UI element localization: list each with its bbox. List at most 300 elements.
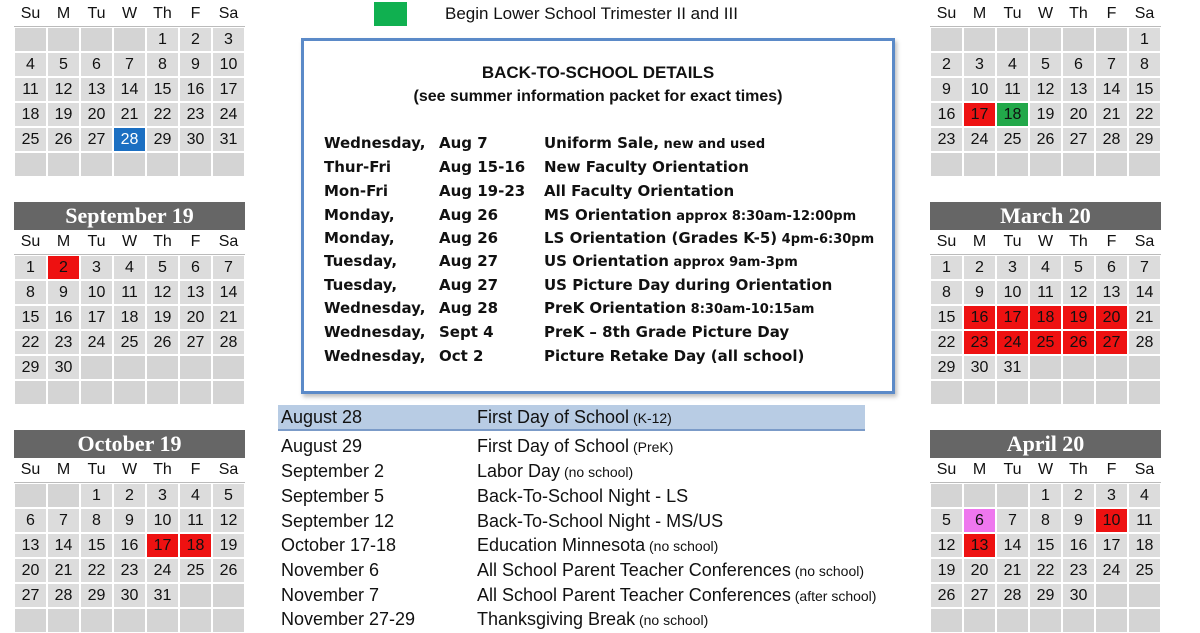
- calendar-week: [930, 52, 1161, 77]
- calendar-day: 24: [963, 127, 996, 152]
- calendar-day: 18: [996, 102, 1029, 127]
- calendar-week: [14, 255, 245, 280]
- event-note: (PreK): [629, 439, 674, 455]
- calendar-week: [14, 608, 245, 633]
- event-date: September 2: [281, 461, 385, 481]
- calendar-week: [930, 355, 1161, 380]
- calendar-day: 6: [179, 255, 212, 280]
- calendar-day: [113, 355, 146, 380]
- event-name-text: First Day of School: [477, 436, 630, 456]
- calendar-day: 18: [179, 533, 212, 558]
- day-of-week-header: [930, 230, 1161, 255]
- calendar-day: 26: [212, 558, 245, 583]
- calendar-day: [930, 380, 963, 405]
- calendar-day: 21: [113, 102, 146, 127]
- detail-event: [544, 323, 789, 341]
- calendar-day: 5: [47, 52, 80, 77]
- calendar-title: September 19: [14, 202, 245, 230]
- detail-event: [544, 206, 856, 224]
- calendar-week: [930, 583, 1161, 608]
- calendar-day: 25: [179, 558, 212, 583]
- event-row: [278, 434, 918, 458]
- detail-event-text: MS Orientation: [544, 206, 672, 224]
- calendar-week: [930, 102, 1161, 127]
- calendar-day: 27: [80, 127, 113, 152]
- calendar-day: [80, 355, 113, 380]
- event-name-text: All School Parent Teacher Conferences: [477, 560, 791, 580]
- event-name-text: Back-To-School Night - MS/US: [477, 511, 724, 531]
- calendar-title: October 19: [14, 430, 245, 458]
- calendar-day: [179, 380, 212, 405]
- calendar-day: [1095, 355, 1128, 380]
- event-note: (after school): [790, 588, 877, 604]
- day-of-week-label: Th: [1062, 2, 1095, 27]
- calendar-day: 4: [996, 52, 1029, 77]
- calendar-day: [963, 27, 996, 52]
- calendar-week: [930, 127, 1161, 152]
- calendar-day: 20: [1062, 102, 1095, 127]
- detail-row: [324, 299, 884, 321]
- calendar-day: 18: [1128, 533, 1161, 558]
- calendar-day: [113, 27, 146, 52]
- event-name: [477, 535, 718, 556]
- day-of-week-header: [14, 458, 245, 483]
- day-of-week-label: Th: [146, 2, 179, 27]
- event-name: [477, 560, 864, 581]
- calendar-day: [212, 355, 245, 380]
- calendar-day: 22: [930, 330, 963, 355]
- calendar-day: 7: [1095, 52, 1128, 77]
- calendar-day: 17: [80, 305, 113, 330]
- calendar-day: [930, 608, 963, 633]
- calendar-day: [996, 483, 1029, 508]
- detail-event-text: Uniform Sale,: [544, 134, 660, 152]
- day-of-week-label: W: [1029, 2, 1062, 27]
- calendar-day: [80, 27, 113, 52]
- calendar-week: [14, 77, 245, 102]
- calendar-day: [1062, 27, 1095, 52]
- calendar-day: 26: [1029, 127, 1062, 152]
- calendar-day: 14: [47, 533, 80, 558]
- calendar-day: 9: [47, 280, 80, 305]
- calendar-title: April 20: [930, 430, 1161, 458]
- calendar-day: 31: [146, 583, 179, 608]
- calendar-day: 1: [930, 255, 963, 280]
- calendar-day: 7: [113, 52, 146, 77]
- event-date: September 12: [281, 511, 395, 531]
- calendar-day: 14: [1128, 280, 1161, 305]
- calendar-day: 7: [212, 255, 245, 280]
- day-of-week-label: W: [113, 458, 146, 483]
- calendar-day: 28: [1095, 127, 1128, 152]
- calendar-day: 15: [80, 533, 113, 558]
- calendar-august: [14, 2, 245, 177]
- calendar-day: 19: [47, 102, 80, 127]
- detail-event-text: Picture Retake Day (all school): [544, 347, 805, 365]
- detail-day: Tuesday,: [324, 276, 398, 294]
- event-note: (no school): [645, 538, 719, 554]
- calendar-week: [930, 255, 1161, 280]
- day-of-week-label: F: [179, 2, 212, 27]
- event-row: [278, 405, 865, 431]
- detail-date: Aug 28: [439, 299, 499, 317]
- calendar-day: 1: [80, 483, 113, 508]
- detail-date: Aug 27: [439, 276, 499, 294]
- calendar-day: 21: [212, 305, 245, 330]
- calendar-week: [14, 558, 245, 583]
- event-name: [477, 461, 633, 482]
- calendar-day: 30: [1062, 583, 1095, 608]
- calendar-february: [930, 2, 1161, 177]
- calendar-day: [146, 608, 179, 633]
- calendar-day: 29: [146, 127, 179, 152]
- calendar-week: [930, 533, 1161, 558]
- event-date: November 27-29: [281, 609, 416, 629]
- event-name: [477, 436, 673, 457]
- calendar-day: 16: [179, 77, 212, 102]
- day-of-week-label: Tu: [996, 458, 1029, 483]
- calendar-day: 8: [80, 508, 113, 533]
- event-row: [278, 558, 918, 582]
- calendar-day: [14, 483, 47, 508]
- calendar-day: 14: [113, 77, 146, 102]
- calendar-day: [996, 380, 1029, 405]
- calendar-day: [80, 152, 113, 177]
- calendar-day: [80, 380, 113, 405]
- legend: [374, 2, 738, 26]
- calendar-day: 23: [113, 558, 146, 583]
- calendar-day: 3: [963, 52, 996, 77]
- calendar-week: [14, 127, 245, 152]
- calendar-day: 8: [146, 52, 179, 77]
- event-name: [477, 407, 672, 428]
- day-of-week-label: Su: [14, 230, 47, 255]
- event-name: [477, 486, 688, 507]
- detail-row: [324, 347, 884, 369]
- calendar-day: 16: [930, 102, 963, 127]
- detail-day: Tuesday,: [324, 252, 398, 270]
- calendar-day: [47, 27, 80, 52]
- calendar-day: 2: [1062, 483, 1095, 508]
- event-note: (no school): [635, 612, 709, 628]
- calendar-day: [1128, 608, 1161, 633]
- calendar-day: 6: [963, 508, 996, 533]
- detail-row: [324, 276, 884, 298]
- calendar-day: 4: [113, 255, 146, 280]
- legend-text: Begin Lower School Trimester II and III: [445, 4, 738, 23]
- event-date: September 5: [281, 486, 385, 506]
- calendar-day: [212, 583, 245, 608]
- event-name-text: All School Parent Teacher Conferences: [477, 585, 791, 605]
- calendar-day: 26: [47, 127, 80, 152]
- day-of-week-label: F: [1095, 230, 1128, 255]
- detail-day: Wednesday,: [324, 347, 426, 365]
- detail-event-text: LS Orientation (Grades K-5): [544, 229, 778, 247]
- calendar-day: 20: [1095, 305, 1128, 330]
- calendar-day: 13: [14, 533, 47, 558]
- calendar-day: [1029, 608, 1062, 633]
- event-note: (no school): [790, 563, 865, 579]
- calendar-week: [930, 27, 1161, 52]
- calendar-week: [930, 483, 1161, 508]
- calendar-day: 7: [1128, 255, 1161, 280]
- day-of-week-header: [930, 2, 1161, 27]
- calendar-day: [963, 152, 996, 177]
- day-of-week-header: [14, 2, 245, 27]
- calendar-day: 22: [1029, 558, 1062, 583]
- calendar-day: 1: [146, 27, 179, 52]
- detail-date: Aug 15-16: [439, 158, 526, 176]
- calendar-day: 23: [963, 330, 996, 355]
- calendar-day: [1062, 608, 1095, 633]
- calendar-october: [14, 430, 245, 633]
- calendar-week: [14, 380, 245, 405]
- calendar-day: 21: [1128, 305, 1161, 330]
- calendar-september: [14, 202, 245, 405]
- calendar-day: [179, 608, 212, 633]
- calendar-day: 28: [47, 583, 80, 608]
- calendar-day: 22: [14, 330, 47, 355]
- calendar-day: 6: [80, 52, 113, 77]
- calendar-day: 11: [14, 77, 47, 102]
- calendar-day: 23: [930, 127, 963, 152]
- calendar-day: 24: [146, 558, 179, 583]
- calendar-day: 25: [14, 127, 47, 152]
- details-title: BACK-TO-SCHOOL DETAILS: [481, 63, 715, 82]
- calendar-day: [1062, 355, 1095, 380]
- calendar-day: [996, 152, 1029, 177]
- day-of-week-label: Tu: [80, 458, 113, 483]
- calendar-day: 5: [1062, 255, 1095, 280]
- calendar-day: [14, 380, 47, 405]
- day-of-week-label: F: [1095, 458, 1128, 483]
- detail-date: Sept 4: [439, 323, 494, 341]
- detail-day: Thur-Fri: [324, 158, 392, 176]
- day-of-week-label: M: [47, 458, 80, 483]
- detail-event-text: PreK – 8th Grade Picture Day: [544, 323, 790, 341]
- calendar-day: 26: [930, 583, 963, 608]
- calendar-day: [47, 608, 80, 633]
- calendar-day: [1095, 608, 1128, 633]
- calendar-day: 25: [1128, 558, 1161, 583]
- calendar-day: 12: [1029, 77, 1062, 102]
- calendar-day: [1062, 152, 1095, 177]
- calendar-day: [930, 27, 963, 52]
- calendar-week: [14, 533, 245, 558]
- calendar-day: [212, 152, 245, 177]
- calendar-day: 12: [930, 533, 963, 558]
- detail-day: Monday,: [324, 206, 395, 224]
- calendar-day: 10: [1095, 508, 1128, 533]
- day-of-week-header: [930, 458, 1161, 483]
- calendar-day: 29: [930, 355, 963, 380]
- detail-event: [544, 299, 814, 317]
- day-of-week-label: F: [179, 230, 212, 255]
- calendar-day: 2: [113, 483, 146, 508]
- day-of-week-label: Th: [146, 458, 179, 483]
- calendar-week: [930, 77, 1161, 102]
- calendar-day: 20: [179, 305, 212, 330]
- day-of-week-label: Su: [14, 458, 47, 483]
- calendar-day: 16: [1062, 533, 1095, 558]
- calendar-week: [14, 355, 245, 380]
- calendar-day: [212, 380, 245, 405]
- calendar-day: 4: [14, 52, 47, 77]
- event-name-text: Back-To-School Night - LS: [477, 486, 689, 506]
- calendar-day: 17: [1095, 533, 1128, 558]
- day-of-week-label: Sa: [212, 458, 245, 483]
- event-date: November 6: [281, 560, 380, 580]
- calendar-day: 21: [1095, 102, 1128, 127]
- detail-row: [324, 134, 884, 156]
- calendar-day: [1029, 152, 1062, 177]
- calendar-day: [146, 152, 179, 177]
- calendar-day: 24: [996, 330, 1029, 355]
- calendar-day: [179, 355, 212, 380]
- calendar-day: 10: [963, 77, 996, 102]
- event-row: [278, 459, 918, 483]
- calendar-day: 3: [80, 255, 113, 280]
- calendar-day: 25: [113, 330, 146, 355]
- calendar-week: [930, 305, 1161, 330]
- calendar-day: 13: [179, 280, 212, 305]
- legend-swatch: [374, 2, 407, 26]
- calendar-day: [47, 380, 80, 405]
- day-of-week-label: Sa: [212, 230, 245, 255]
- calendar-day: 22: [1128, 102, 1161, 127]
- calendar-day: 18: [1029, 305, 1062, 330]
- calendar-day: 13: [1062, 77, 1095, 102]
- calendar-day: 27: [179, 330, 212, 355]
- day-of-week-label: F: [1095, 2, 1128, 27]
- detail-note: 8:30am-10:15am: [686, 302, 815, 317]
- day-of-week-label: Su: [14, 2, 47, 27]
- calendar-week: [14, 27, 245, 52]
- calendar-day: 31: [996, 355, 1029, 380]
- calendar-day: 8: [1029, 508, 1062, 533]
- detail-day: Wednesday,: [324, 323, 426, 341]
- detail-day: Mon-Fri: [324, 182, 388, 200]
- detail-event: [544, 158, 749, 176]
- calendar-day: 28: [212, 330, 245, 355]
- calendar-day: 23: [1062, 558, 1095, 583]
- calendar-week: [14, 483, 245, 508]
- detail-event: [544, 134, 765, 152]
- calendar-day: 20: [14, 558, 47, 583]
- day-of-week-label: Tu: [996, 2, 1029, 27]
- detail-event: [544, 229, 874, 247]
- detail-date: Aug 7: [439, 134, 488, 152]
- calendar-day: 16: [47, 305, 80, 330]
- calendar-day: 10: [146, 508, 179, 533]
- calendar-day: 2: [179, 27, 212, 52]
- event-name: [477, 511, 723, 532]
- detail-day: Wednesday,: [324, 299, 426, 317]
- day-of-week-label: M: [963, 230, 996, 255]
- calendar-day: [1095, 380, 1128, 405]
- detail-row: [324, 158, 884, 180]
- calendar-day: [113, 152, 146, 177]
- calendar-day: 9: [1062, 508, 1095, 533]
- calendar-day: 15: [1029, 533, 1062, 558]
- calendar-week: [14, 52, 245, 77]
- calendar-day: 23: [179, 102, 212, 127]
- calendar-day: [1128, 583, 1161, 608]
- day-of-week-label: M: [47, 230, 80, 255]
- calendar-day: 10: [212, 52, 245, 77]
- detail-note: 4pm-6:30pm: [777, 232, 875, 247]
- event-name-text: First Day of School: [477, 407, 630, 427]
- calendar-day: 14: [1095, 77, 1128, 102]
- calendar-day: 17: [212, 77, 245, 102]
- details-subtitle: (see summer information packet for exact times): [413, 88, 783, 105]
- calendar-day: 24: [80, 330, 113, 355]
- day-of-week-label: M: [963, 2, 996, 27]
- calendar-week: [930, 280, 1161, 305]
- calendar-day: 29: [80, 583, 113, 608]
- calendar-day: [930, 152, 963, 177]
- calendar-day: 12: [212, 508, 245, 533]
- calendar-day: 27: [963, 583, 996, 608]
- calendar-day: 20: [963, 558, 996, 583]
- calendar-day: 9: [179, 52, 212, 77]
- calendar-day: 19: [1029, 102, 1062, 127]
- detail-event-text: PreK Orientation: [544, 299, 687, 317]
- detail-event-text: All Faculty Orientation: [544, 182, 735, 200]
- calendar-day: 3: [146, 483, 179, 508]
- calendar-day: 23: [47, 330, 80, 355]
- event-name: [477, 585, 876, 606]
- calendar-day: 3: [996, 255, 1029, 280]
- calendar-day: 27: [14, 583, 47, 608]
- calendar-day: 11: [996, 77, 1029, 102]
- detail-note: new and used: [659, 137, 766, 152]
- calendar-day: [1029, 355, 1062, 380]
- detail-date: Aug 27: [439, 252, 499, 270]
- calendar-day: 5: [1029, 52, 1062, 77]
- day-of-week-label: Su: [930, 230, 963, 255]
- day-of-week-label: M: [963, 458, 996, 483]
- calendar-day: 1: [14, 255, 47, 280]
- calendar-day: 24: [212, 102, 245, 127]
- calendar-day: 10: [80, 280, 113, 305]
- calendar-day: 19: [930, 558, 963, 583]
- calendar-day: 11: [179, 508, 212, 533]
- calendar-day: 2: [47, 255, 80, 280]
- calendar-day: 12: [1062, 280, 1095, 305]
- calendar-day: 28: [996, 583, 1029, 608]
- calendar-week: [930, 330, 1161, 355]
- calendar-week: [14, 508, 245, 533]
- day-of-week-header: [14, 230, 245, 255]
- calendar-day: 4: [1128, 483, 1161, 508]
- calendar-day: [1128, 355, 1161, 380]
- calendar-day: 22: [80, 558, 113, 583]
- detail-row: [324, 182, 884, 204]
- day-of-week-label: Tu: [996, 230, 1029, 255]
- calendar-day: [14, 608, 47, 633]
- event-date: November 7: [281, 585, 380, 605]
- calendar-day: [1128, 380, 1161, 405]
- calendar-day: 13: [1095, 280, 1128, 305]
- calendar-day: [963, 380, 996, 405]
- event-name-text: Thanksgiving Break: [477, 609, 636, 629]
- event-name: [477, 609, 708, 630]
- day-of-week-label: Su: [930, 2, 963, 27]
- calendar-day: [146, 355, 179, 380]
- calendar-day: 19: [146, 305, 179, 330]
- calendar-day: 11: [1128, 508, 1161, 533]
